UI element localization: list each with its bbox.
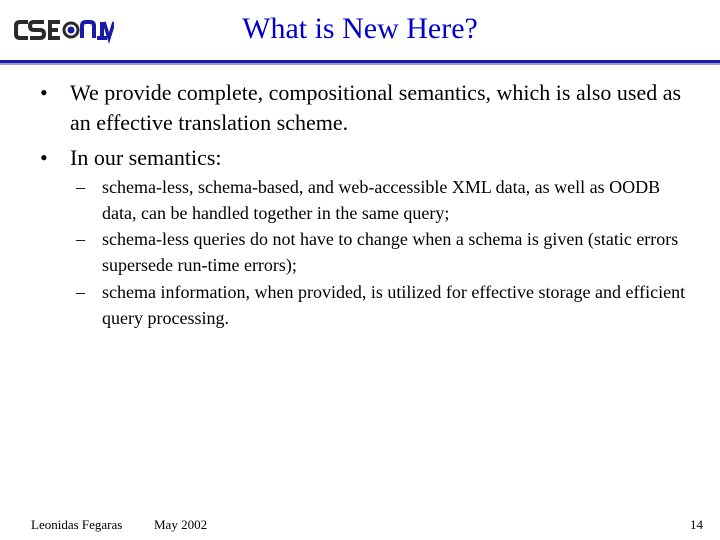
bullet-item bbox=[40, 143, 690, 173]
footer-author: Leonidas Fegaras bbox=[31, 517, 123, 532]
bullet-glyph: • bbox=[40, 80, 48, 105]
footer-date: May 2002 bbox=[154, 517, 208, 532]
bullet-item bbox=[40, 78, 690, 138]
bullet-glyph: • bbox=[40, 145, 48, 170]
sub-bullet-glyph: – bbox=[76, 282, 85, 302]
sub-bullet-text: schema information, when provided, is utilized for effective storage and efficient query processing. bbox=[102, 282, 686, 328]
sub-bullet-item bbox=[76, 226, 696, 278]
bullet-text: We provide complete, compositional semantics, which is also used as an effective translation scheme. bbox=[70, 80, 682, 135]
sub-bullet-item bbox=[76, 279, 696, 331]
title-rule-shadow bbox=[0, 63, 720, 65]
sub-bullet-text: schema-less queries do not have to change when a schema is given (static errors supersede run-time errors); bbox=[102, 229, 679, 275]
sub-bullet-glyph: – bbox=[76, 229, 85, 249]
footer-page-number: 14 bbox=[690, 517, 703, 532]
sub-bullet-item bbox=[76, 174, 696, 226]
sub-bullet-text: schema-less, schema-based, and web-accessible XML data, as well as OODB data, can be handled together in the same query; bbox=[102, 177, 661, 223]
cse-uta-logo-graphic bbox=[14, 16, 114, 44]
cse-uta-logo bbox=[14, 16, 114, 44]
bullet-text: In our semantics: bbox=[70, 145, 222, 170]
sub-bullet-glyph: – bbox=[76, 177, 85, 197]
slide-title: What is New Here? bbox=[242, 12, 478, 45]
